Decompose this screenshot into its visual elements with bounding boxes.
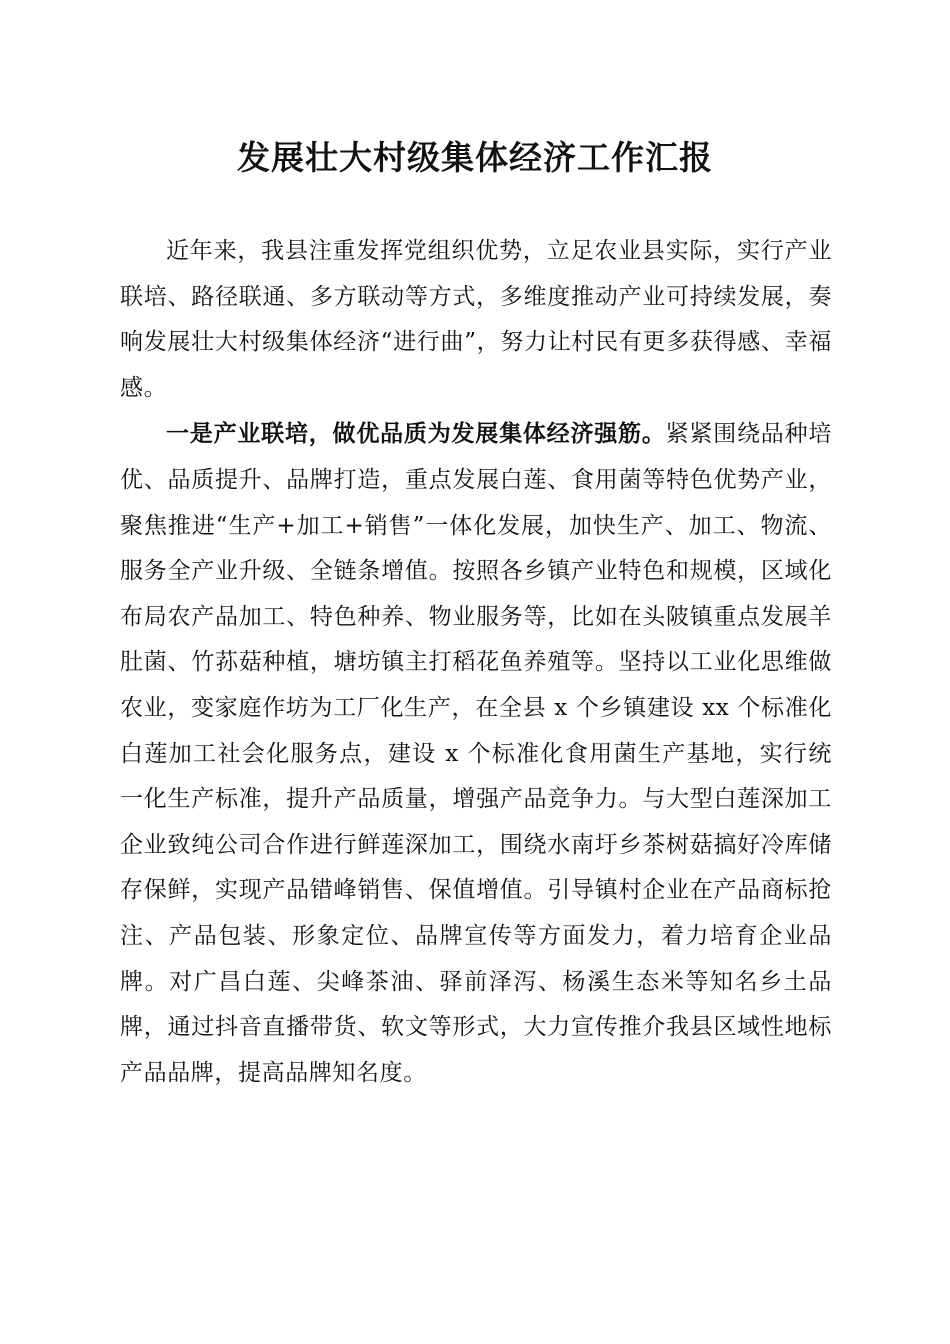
section-one-text: 紧紧围绕品种培优、品质提升、品牌打造，重点发展白莲、食用菌等特色优势产业，聚焦推进“生产+加工+销售”一体化发展，加快生产、加工、物流、服务全产业升级、全链条增值。按照各乡镇产业特色和规模，区域化布局农产品加工、特色种养、物业服务等，比如在头陂镇重点发展羊肚菌、竹荪菇种植，塘坊镇主打稻花鱼养殖等。坚持以工业化思维做农业，变家庭作坊为工厂化生产，在全县 x 个乡镇建设 xx 个标准化白莲加工社会化服务点，建设 x 个标准化食用菌生产基地，实行统一化生产标准，提升产品质量，增强产品竞争力。与大型白莲深加工企业致纯公司合作进行鲜莲深加工，围绕水南圩乡茶树菇搞好冷库储存保鲜，实现产品错峰销售、保值增值。引导镇村企业在产品商标抢注、产品包装、形象定位、品牌宣传等方面发力，着力培育企业品牌。对广昌白莲、尖峰茶油、驿前泽泻、杨溪生态米等知名乡土品牌，通过抖音直播带货、软文等形式，大力宣传推介我县区域性地标产品品牌，提高品牌知名度。 (120, 421, 832, 1086)
document-body (120, 229, 832, 1096)
section-one-paragraph (120, 411, 832, 1096)
intro-paragraph-text: 近年来，我县注重发挥党组织优势，立足农业县实际，实行产业联培、路径联通、多方联动等方式，多维度推动产业可持续发展，奏响发展壮大村级集体经济“进行曲”，努力让村民有更多获得感、幸福感。 (120, 238, 832, 401)
document-title: 发展壮大村级集体经济工作汇报 (237, 138, 713, 177)
intro-paragraph (120, 229, 832, 411)
section-one-heading: 一是产业联培，做优品质为发展集体经济强筋。 (166, 420, 666, 448)
